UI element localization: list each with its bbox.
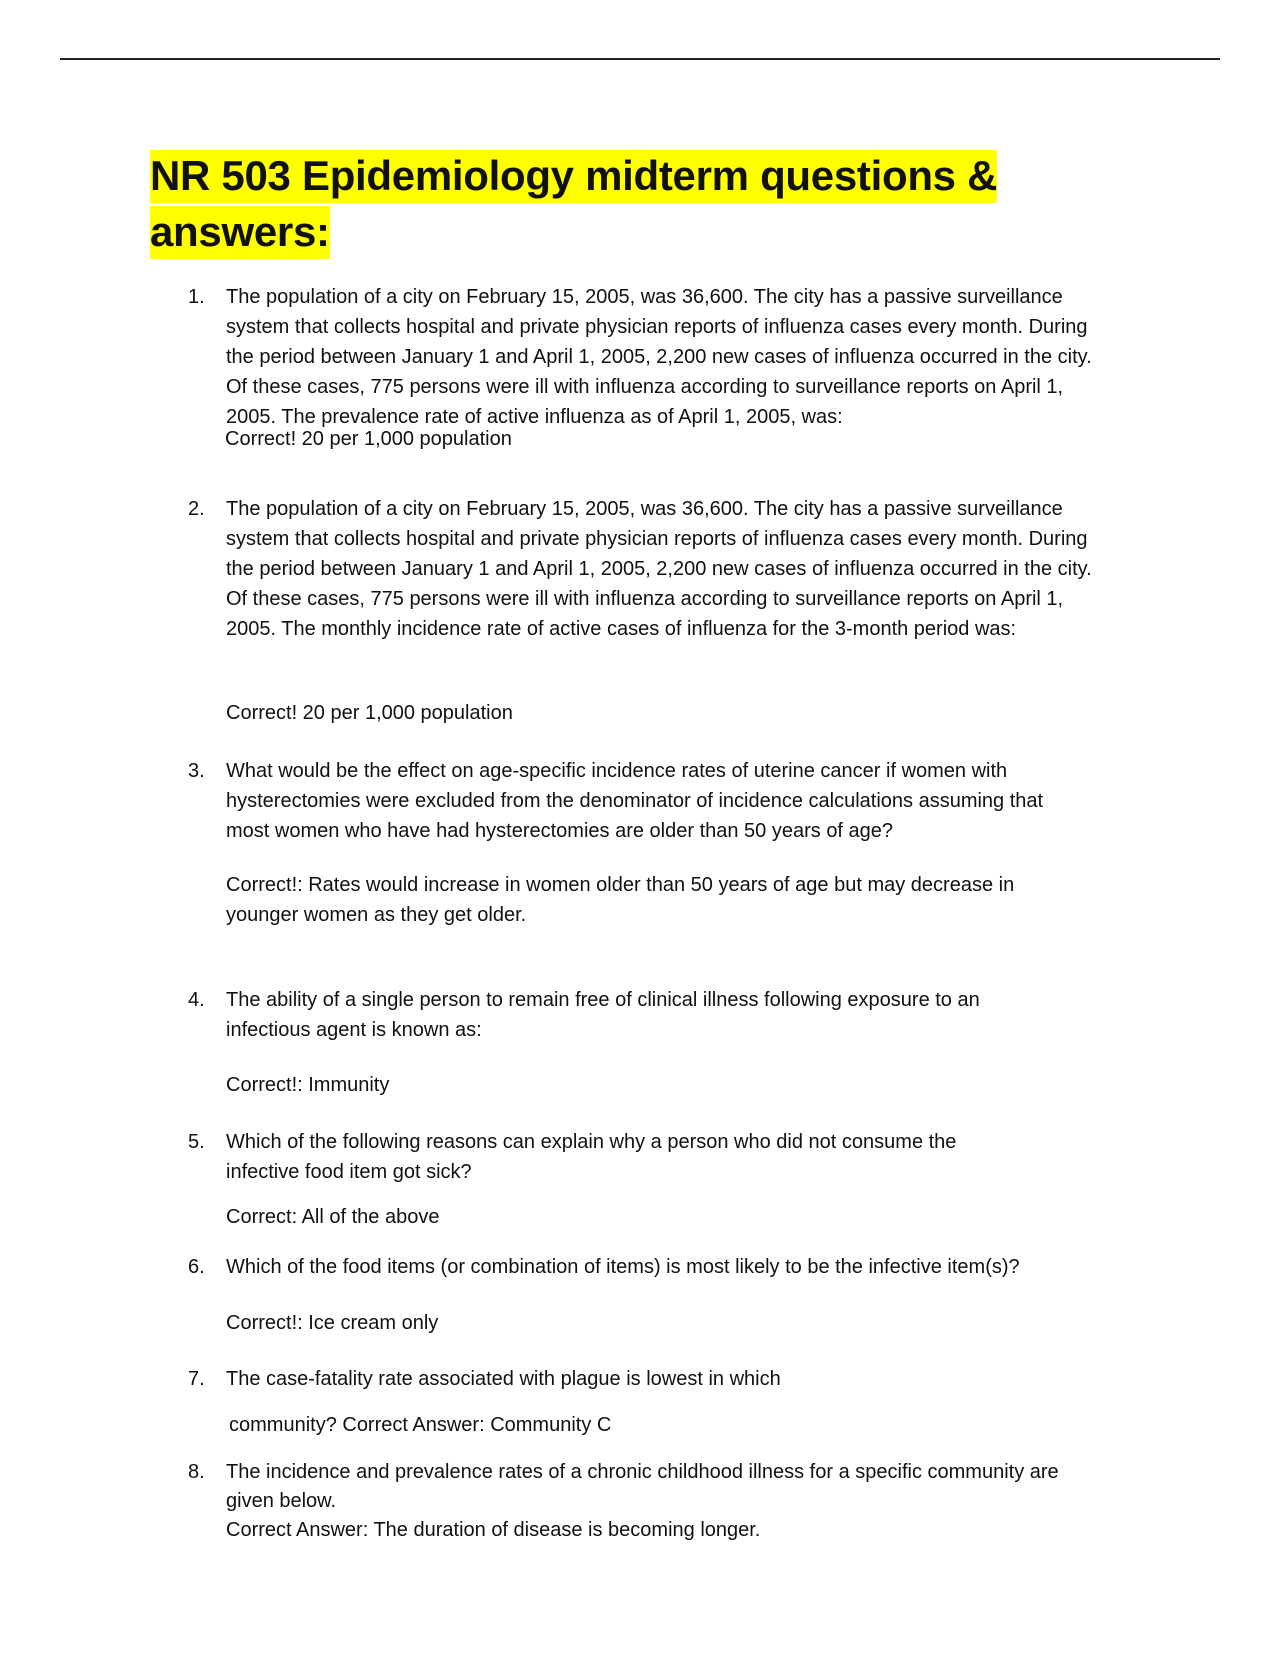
question-text: The incidence and prevalence rates of a chronic childhood illness for a specific community are given below.: [226, 1461, 1059, 1512]
question-number: 8.: [188, 1461, 205, 1483]
question-text: The case-fatality rate associated with plague is lowest in which: [226, 1368, 781, 1390]
answer-3: Correct!: Rates would increase in women older than 50 years of age but may decrease in younger women as they get older.: [226, 874, 1015, 926]
question-3: [188, 756, 1048, 846]
answer-2: Correct! 20 per 1,000 population: [226, 702, 513, 724]
answer-4: Correct!: Immunity: [226, 1074, 390, 1096]
answer-8: Correct Answer: The duration of disease is becoming longer.: [226, 1519, 761, 1541]
answer-5: Correct: All of the above: [226, 1206, 440, 1228]
question-number: 3.: [188, 760, 205, 782]
question-text: Which of the following reasons can explain why a person who did not consume the infective food item got sick?: [226, 1131, 957, 1183]
document-title-text: NR 503 Epidemiology midterm questions & answers:: [150, 150, 997, 259]
question-number: 5.: [188, 1131, 205, 1153]
answer-6: Correct!: Ice cream only: [226, 1312, 439, 1334]
question-number: 1.: [188, 286, 205, 308]
answer-1: Correct! 20 per 1,000 population: [225, 428, 512, 450]
question-text: The population of a city on February 15, 2005, was 36,600. The city has a passive surveillance system that collects hospital and private physician reports of influenza cases every month. During the period between January 1 and April 1, 2005, 2,200 new cases of influenza occurred in the city. Of these cases, 775 persons were ill with influenza according to surveillance reports on April 1, 2005. The monthly incidence rate of active cases of influenza for the 3-month period was:: [226, 498, 1092, 640]
question-number: 4.: [188, 989, 205, 1011]
question-text: What would be the effect on age-specific incidence rates of uterine cancer if women with hysterectomies were excluded from the denominator of incidence calculations assuming that most women who have had hysterectomies are older than 50 years of age?: [226, 760, 1044, 842]
question-text: Which of the food items (or combination of items) is most likely to be the infective item(s)?: [226, 1256, 1020, 1278]
question-number: 2.: [188, 498, 205, 520]
question-8: [188, 1458, 1068, 1516]
question-6: [188, 1252, 1118, 1282]
question-number: 6.: [188, 1256, 205, 1278]
answer-7: community? Correct Answer: Community C: [229, 1414, 612, 1436]
question-text: The ability of a single person to remain free of clinical illness following exposure to an infectious agent is known as:: [226, 989, 980, 1041]
header-rule: [60, 58, 1220, 60]
question-4: [188, 985, 1028, 1045]
question-7: [188, 1364, 1118, 1394]
question-5: [188, 1127, 1018, 1187]
question-number: 7.: [188, 1368, 205, 1390]
document-title: [150, 148, 1150, 260]
question-2: [188, 494, 1118, 644]
question-text: The population of a city on February 15, 2005, was 36,600. The city has a passive surveillance system that collects hospital and private physician reports of influenza cases every month. During the period between January 1 and April 1, 2005, 2,200 new cases of influenza occurred in the city. Of these cases, 775 persons were ill with influenza according to surveillance reports on April 1, 2005. The prevalence rate of active influenza as of April 1, 2005, was:: [226, 286, 1092, 428]
question-1: [188, 282, 1118, 432]
